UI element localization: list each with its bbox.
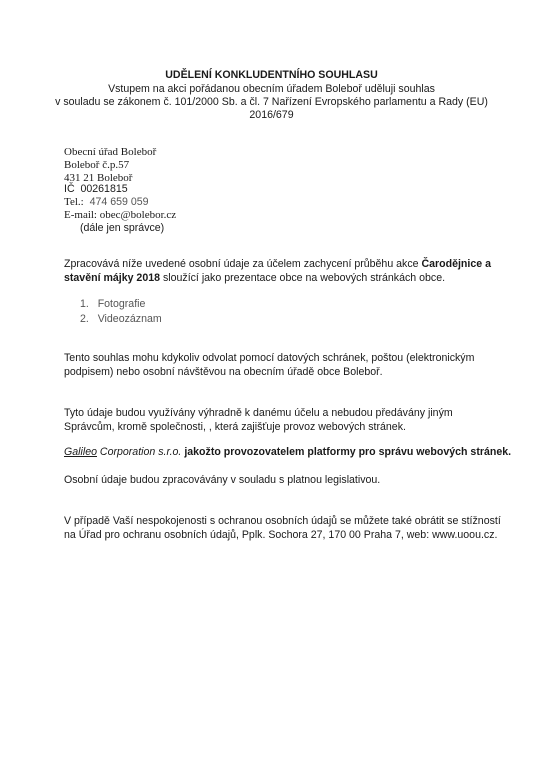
address-street: Boleboř č.p.57: [64, 159, 130, 171]
purpose-line-1: [64, 258, 491, 271]
ic-value: 00261815: [80, 183, 128, 195]
tel-label: Tel.:: [64, 196, 84, 208]
list-item-number: 1.: [80, 298, 89, 310]
complaint-line-2: na Úřad pro ochranu osobních údajů, Pplk. Sochora 27, 170 00 Praha 7, web: www.uoou.cz.: [64, 529, 498, 541]
header-line-2: v souladu se zákonem č. 101/2000 Sb. a čl. 7 Nařízení Evropského parlamentu a Rady (EU): [55, 96, 488, 108]
usage-line-1: Tyto údaje budou využívány výhradně k danému účelu a nebudou předávány jiným: [64, 407, 453, 419]
list-item-label: Fotografie: [97, 298, 146, 310]
document-title: UDĚLENÍ KONKLUDENTNÍHO SOUHLASU: [165, 69, 378, 81]
revoke-line-1: Tento souhlas mohu kdykoliv odvolat pomocí datových schránek, poštou (elektronickým: [64, 352, 475, 364]
purpose-line-2: [64, 272, 445, 285]
list-item: [80, 313, 162, 326]
list-item-number: 2.: [80, 313, 89, 325]
address-tel: [64, 196, 149, 209]
provider-company-rest: Corporation s.r.o.: [96, 446, 182, 458]
address-email: E-mail: obec@bolebor.cz: [64, 209, 177, 221]
provider-company-link[interactable]: Galileo: [64, 446, 97, 458]
address-ic: [64, 183, 128, 196]
header-line-1: Vstupem na akci pořádanou obecním úřadem Boleboř uděluji souhlas: [108, 83, 435, 95]
header-line-3: 2016/679: [249, 109, 294, 121]
address-note: (dále jen správce): [80, 222, 165, 234]
event-name-1: Čarodějnice a: [421, 258, 491, 270]
address-city: 431 21 Boleboř: [64, 172, 133, 184]
tel-value: 474 659 059: [89, 196, 149, 208]
list-item-label: Videozáznam: [97, 313, 162, 325]
ic-label: IČ: [64, 183, 75, 195]
address-name: Obecní úřad Boleboř: [64, 146, 157, 158]
usage-line-2: Správcům, kromě společnosti, , která zajišťuje provoz webových stránek.: [64, 421, 406, 433]
purpose-text-2: sloužící jako prezentace obce na webových stránkách obce.: [160, 272, 446, 284]
provider-line: [64, 446, 511, 459]
revoke-line-2: podpisem) nebo osobní návštěvou na obecním úřadě obce Boleboř.: [64, 366, 383, 378]
purpose-text-1: Zpracovává níže uvedené osobní údaje za účelem zachycení průběhu akce: [64, 258, 422, 270]
list-item: [80, 298, 145, 311]
legal-line: Osobní údaje budou zpracovávány v souladu s platnou legislativou.: [64, 474, 381, 486]
event-name-2: stavění májky 2018: [64, 272, 161, 284]
complaint-line-1: V případě Vaší nespokojenosti s ochranou osobních údajů se můžete také obrátit se stížností: [64, 515, 501, 527]
provider-text: jakožto provozovatelem platformy pro správu webových stránek.: [181, 446, 512, 458]
